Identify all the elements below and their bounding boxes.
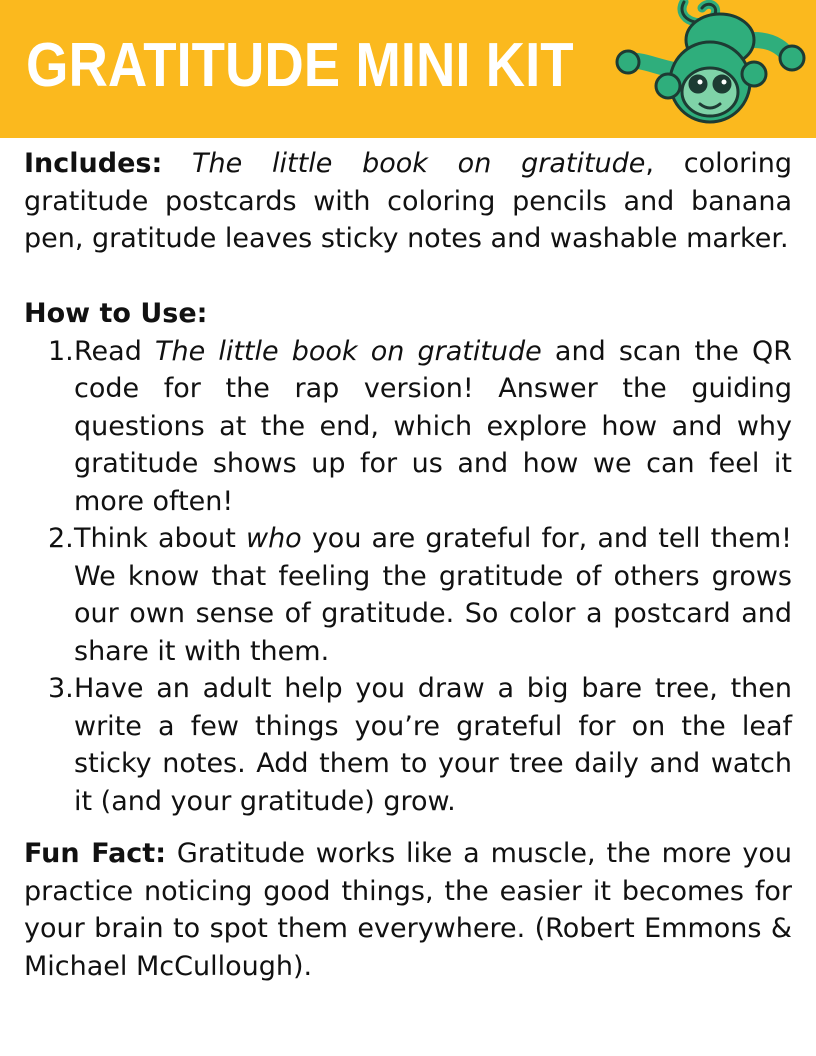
fun-fact-text: Gratitude works like a muscle, the more you practice noticing good things, the easier it becomes for your brain to spot them everywhere. (Robert Emmons & Michael McCullough). — [24, 838, 792, 982]
list-item: 3. Have an adult help you draw a big bare tree, then write a few things you’re grateful for on the leaf sticky notes. Add them to your tree daily and watch it (and your gratitude) grow. — [48, 673, 792, 817]
header-banner — [0, 0, 816, 138]
kit-content — [24, 145, 792, 985]
fun-fact-label: Fun Fact: — [24, 838, 166, 869]
includes-text: , coloring gratitude postcards with coloring pencils and banana pen, gratitude leaves sticky notes and washable marker. — [24, 148, 792, 254]
includes-section — [24, 145, 792, 258]
steps-list — [24, 333, 792, 821]
list-item: 2. Think about who you are grateful for, and tell them! We know that feeling the gratitude of others grows our own sense of gratitude. So color a postcard and share it with them. — [48, 523, 793, 667]
includes-label: Includes: — [24, 148, 163, 179]
list-item: 1. Read The little book on gratitude and scan the QR code for the rap version! Answer the guiding questions at the end, which explore how and why gratitude shows up for us and how we can feel it more often! — [48, 335, 792, 517]
page-title: GRATITUDE MINI KIT — [26, 31, 574, 100]
fun-fact-section — [24, 835, 792, 985]
book-title: The little book on gratitude — [192, 148, 646, 179]
monkey-icon — [614, 0, 816, 138]
how-to-use-label: How to Use: — [24, 298, 208, 329]
